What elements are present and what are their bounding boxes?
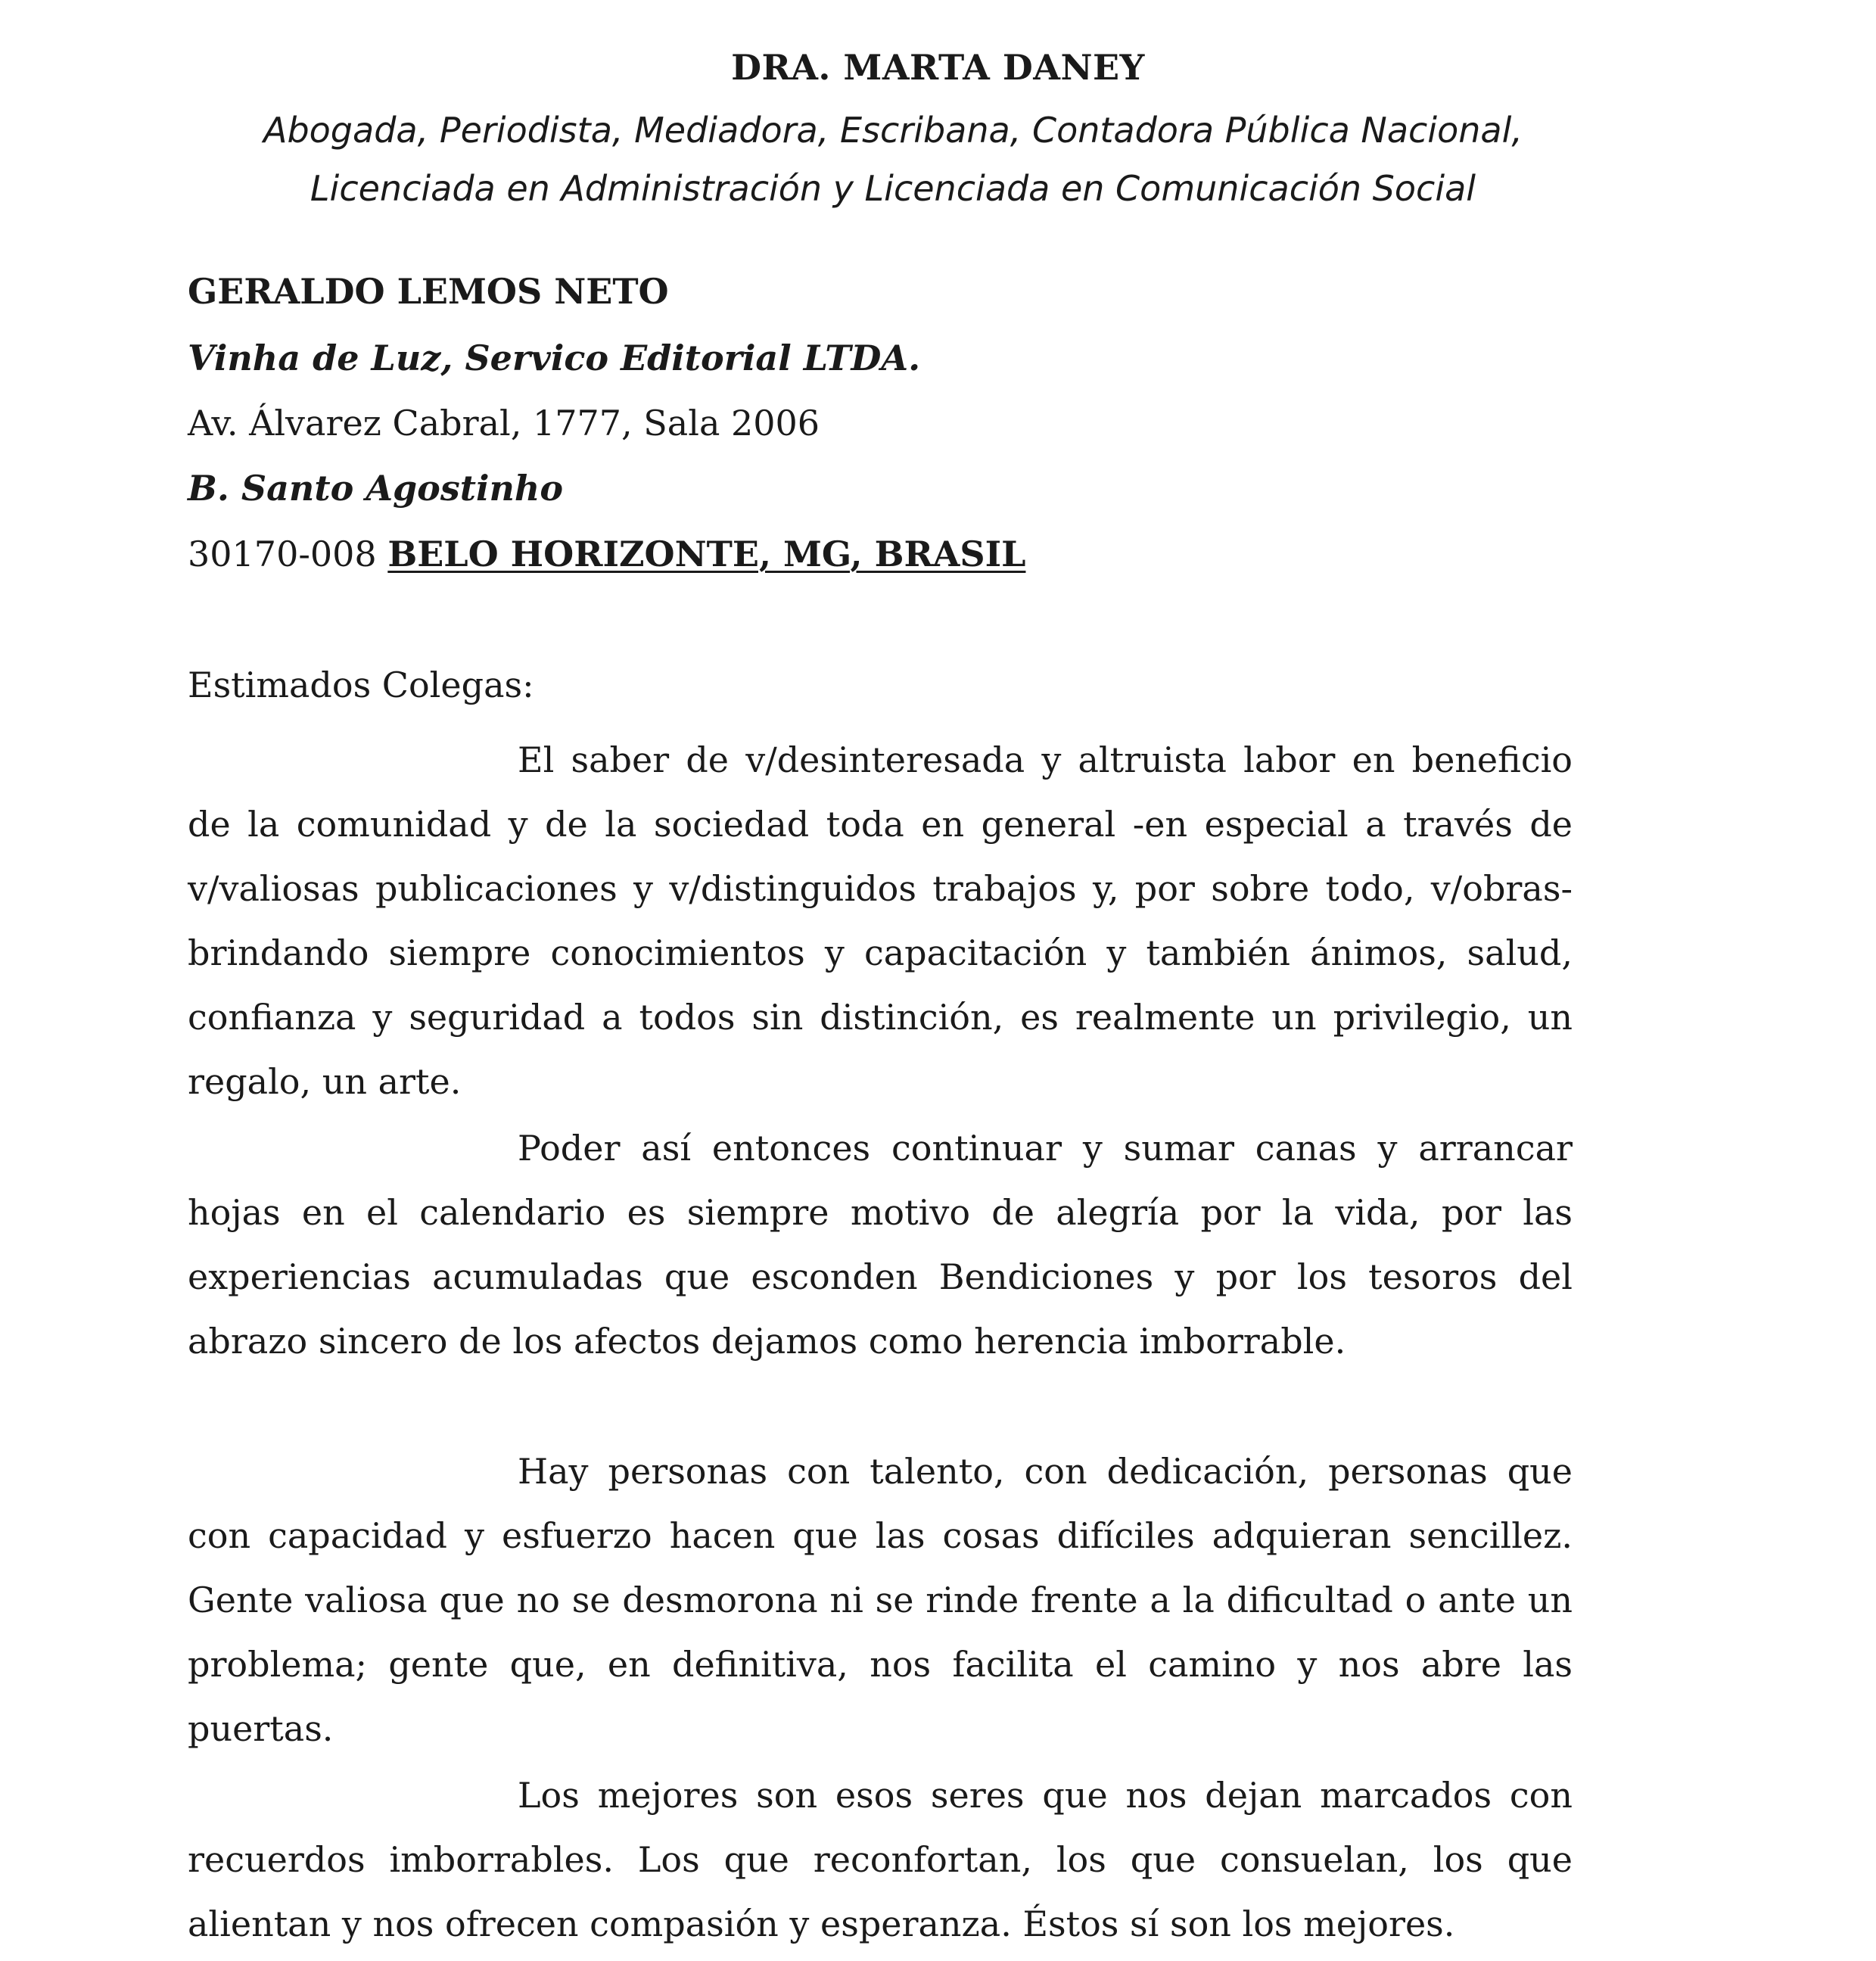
sender-title-line-1: Abogada, Periodista, Mediadora, Escribana, Contadora Pública Nacional, [263,110,1523,151]
recipient-name: GERALDO LEMOS NETO [188,271,669,312]
sender-title-line-2: Licenciada en Administración y Licenciada en Comunicación Social [310,168,1476,209]
body-paragraph-4: Los mejores son esos seres que nos dejan marcados con recuerdos imborrables. Los que reconfortan, los que consuelan, los que alientan y nos ofrecen compasión y esperanza. Éstos sí son los mejores. [188,1775,1573,1944]
recipient-street: Av. Álvarez Cabral, 1777, Sala 2006 [188,403,820,444]
sender-name: DRA. MARTA DANEY [731,47,1145,88]
recipient-district: B. Santo Agostinho [188,468,564,509]
salutation: Estimados Colegas: [188,665,534,705]
recipient-city-line [188,534,1025,574]
recipient-city: BELO HORIZONTE, MG, BRASIL [387,534,1026,574]
recipient-postal-code: 30170-008 [188,534,377,574]
body-paragraph-3: Hay personas con talento, con dedicación, personas que con capacidad y esfuerzo hacen que las cosas difíciles adquieran sencillez. Gente valiosa que no se desmorona ni se rinde frente a la dificultad o ante un problema; gente que, en definitiva, nos facilita el camino y nos abre las puertas. [188,1451,1573,1749]
recipient-company: Vinha de Luz, Servico Editorial LTDA. [188,338,921,378]
body-paragraph-2: Poder así entonces continuar y sumar canas y arrancar hojas en el calendario es siempre motivo de alegría por la vida, por las experiencias acumuladas que esconden Bendiciones y por los tesoros del abrazo sincero de los afectos dejamos como herencia imborrable. [188,1128,1573,1362]
body-paragraph-1: El saber de v/desinteresada y altruista labor en beneficio de la comunidad y de la sociedad toda en general -en especial a través de v/valiosas publicaciones y v/distinguidos trabajos y, por sobre todo, v/obras- brindando siempre conocimientos y capacitación y también ánimos, salud, confianza y seguridad a todos sin distinción, es realmente un privilegio, un regalo, un arte. [188,739,1573,1102]
